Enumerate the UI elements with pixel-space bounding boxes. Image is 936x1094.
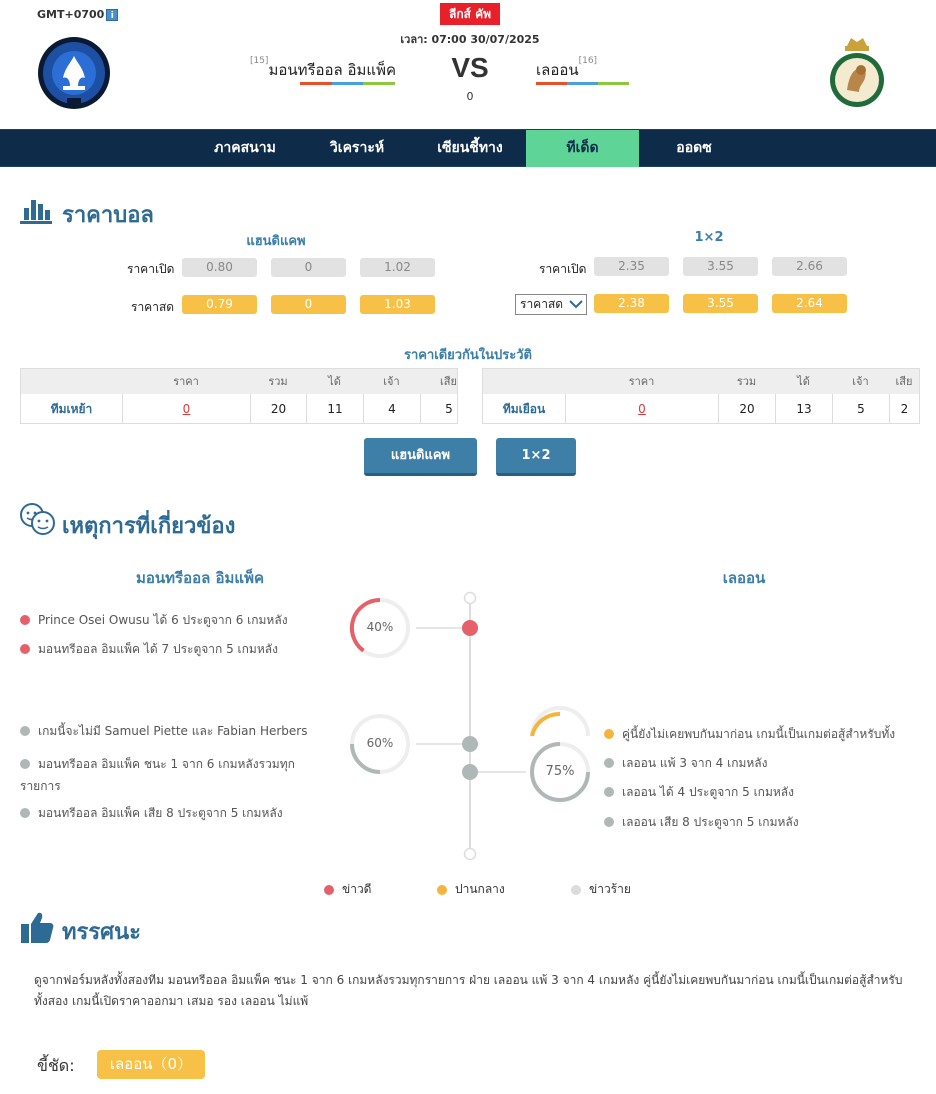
away-team-rank: [16] — [578, 56, 598, 66]
league-badge[interactable]: ลีกส์ คัพ — [440, 3, 500, 25]
history-home-price-link[interactable]: 0 — [122, 394, 250, 424]
col-price: ราคา — [628, 375, 655, 388]
history-title: ราคาเดียวกันในประวัติ — [403, 348, 533, 363]
1x2-open-label: ราคาเปิด — [539, 262, 587, 276]
legend-bad: ข่าวร้าย — [571, 880, 631, 899]
chevron-down-icon — [569, 299, 583, 309]
good-news-dot — [20, 644, 30, 654]
1x2-open-home: 2.35 — [594, 257, 669, 276]
handicap-open-line: 0 — [271, 258, 346, 277]
tab-field[interactable]: ภาคสนาม — [214, 140, 276, 156]
col-loss: เสีย — [440, 375, 457, 388]
handicap-live-label: ราคาสด — [131, 300, 175, 314]
history-away-draw: 5 — [832, 394, 889, 424]
faces-icon — [19, 502, 55, 536]
history-away-team: ทีมเยือน — [502, 402, 546, 416]
handicap-live-line: 0 — [271, 295, 346, 314]
tab-tips[interactable]: ทีเด็ด — [526, 130, 639, 167]
1x2-live-away: 2.64 — [772, 294, 847, 313]
home-bad-item: มอนทรีออล อิมแพ็ค เสีย 8 ประตูจาก 5 เกมหลัง — [20, 802, 283, 824]
handicap-open-away: 1.02 — [360, 258, 435, 277]
history-home-team: ทีมเหย้า — [50, 402, 93, 416]
tip-label: ขี้ชัด: — [37, 1056, 75, 1075]
home-bad-item-clipped: เกมนี้จะไม่มี Samuel Piette และ Fabian Herbers — [20, 732, 310, 742]
home-good-pct: 40% — [366, 620, 394, 634]
history-away-loss: 2 — [889, 394, 919, 424]
col-draw: เจ้า — [852, 375, 869, 388]
away-neutral-item-clipped: คู่นี้ยังไม่เคยพบกันมาก่อน เกมนี้เป็นเกมต่อสู้สำหรับทั้ง — [604, 729, 916, 739]
tab-odds[interactable]: ออดซ — [676, 140, 712, 156]
col-total: รวม — [736, 375, 757, 388]
home-team-colorbar — [300, 82, 395, 85]
info-icon[interactable]: i — [106, 9, 118, 21]
home-bad-pct: 60% — [366, 736, 394, 750]
away-neutral-gauge — [530, 712, 590, 736]
tab-analysis[interactable]: วิเคราะห์ — [329, 140, 385, 156]
history-home-table — [20, 368, 458, 424]
away-team-logo-icon — [829, 36, 885, 108]
history-home-total: 20 — [250, 394, 306, 424]
legend-neutral: ปานกลาง — [437, 880, 505, 899]
away-bad-item: เลออน เสีย 8 ประตูจาก 5 เกมหลัง — [604, 811, 799, 833]
view-text: ดูจากฟอร์มหลังทั้งสองทีม มอนทรีออล อิมแพ็ค ชนะ 1 จาก 6 เกมหลังรวมทุกรายการ ฝ่าย เลออน แพ้ 3 จาก 4 เกมหลัง คู่นี้ยังไม่เคยพบกันมาก่อน เกมนี้เป็นเกมต่อสู้สำหรับทั้งสอง เกมนี้เปิดราคาออกมา เสมอ รอง เลออน ไม่แพ้ — [34, 973, 903, 1008]
home-good-item: Prince Osei Owusu ได้ 6 ประตูจาก 6 เกมหลัง — [20, 609, 288, 631]
handicap-live-away: 1.03 — [360, 295, 435, 314]
home-team-name[interactable]: [15]มอนทรีออล อิมแพ็ค — [249, 56, 396, 79]
history-home-draw: 4 — [363, 394, 420, 424]
home-team-logo-icon — [37, 36, 111, 110]
away-bad-item: เลออน แพ้ 3 จาก 4 เกมหลัง — [604, 752, 768, 774]
main-nav — [0, 129, 936, 167]
home-team-rank: [15] — [249, 56, 269, 66]
history-away-total: 20 — [718, 394, 775, 424]
handicap-open-home: 0.80 — [182, 258, 257, 277]
bad-news-dot — [604, 817, 614, 827]
away-team-colorbar — [536, 82, 629, 85]
events-away-team: เลออน — [722, 569, 766, 587]
events-title: เหตุการที่เกี่ยวข้อง — [62, 514, 236, 539]
1x2-live-draw: 3.55 — [683, 294, 758, 313]
1x2-open-draw: 3.55 — [683, 257, 758, 276]
col-win: ได้ — [797, 375, 810, 388]
handicap-label: แฮนดิแคพ — [246, 234, 306, 249]
away-bad-pct: 75% — [545, 764, 575, 779]
1x2-live-home: 2.38 — [594, 294, 669, 313]
history-away-table — [482, 368, 920, 424]
odds-type-select[interactable]: ราคาสด — [515, 294, 587, 315]
bad-news-dot — [604, 758, 614, 768]
away-team-name[interactable]: เลออน[16] — [536, 56, 598, 79]
away-bad-item: เลออน ได้ 4 ประตูจาก 5 เกมหลัง — [604, 781, 794, 803]
thumbs-up-icon — [20, 910, 54, 944]
col-price: ราคา — [173, 375, 199, 388]
view-title: ทรรศนะ — [62, 920, 141, 945]
history-away-price-link[interactable]: 0 — [565, 394, 718, 424]
bad-news-dot — [20, 759, 30, 769]
handicap-live-home: 0.79 — [182, 295, 257, 314]
history-away-win: 13 — [775, 394, 832, 424]
bad-news-dot — [20, 808, 30, 818]
events-home-team: มอนทรีออล อิมแพ็ค — [135, 569, 264, 587]
home-good-item: มอนทรีออล อิมแพ็ค ได้ 7 ประตูจาก 5 เกมหลัง — [20, 638, 278, 660]
1x2-button[interactable]: 1×2 — [496, 438, 576, 476]
odds-title: ราคาบอล — [62, 203, 154, 228]
timezone-label: GMT+0700 i — [37, 8, 118, 21]
1x2-label: 1×2 — [694, 230, 724, 245]
vs-label: VS — [451, 52, 489, 83]
history-home-loss: 5 — [420, 394, 477, 424]
tab-tipsters[interactable]: เซียนชี้ทาง — [437, 140, 503, 156]
good-news-dot — [20, 615, 30, 625]
match-time: เวลา: 07:00 30/07/2025 — [400, 33, 540, 46]
col-total: รวม — [268, 375, 288, 388]
col-loss: เสีย — [895, 375, 913, 388]
home-bad-item: มอนทรีออล อิมแพ็ค ชนะ 1 จาก 6 เกมหลังรวมทุกรายการ — [20, 757, 295, 793]
bar-chart-icon — [20, 196, 52, 224]
match-score: 0 — [466, 90, 474, 103]
history-home-win: 11 — [306, 394, 363, 424]
col-win: ได้ — [328, 375, 341, 388]
handicap-open-label: ราคาเปิด — [127, 262, 175, 276]
legend-good: ข่าวดี — [324, 880, 371, 899]
col-draw: เจ้า — [383, 375, 400, 388]
bad-news-dot — [604, 787, 614, 797]
handicap-button[interactable]: แฮนดิแคพ — [364, 438, 477, 476]
tip-badge: เลออน（0） — [97, 1050, 205, 1079]
1x2-open-away: 2.66 — [772, 257, 847, 276]
